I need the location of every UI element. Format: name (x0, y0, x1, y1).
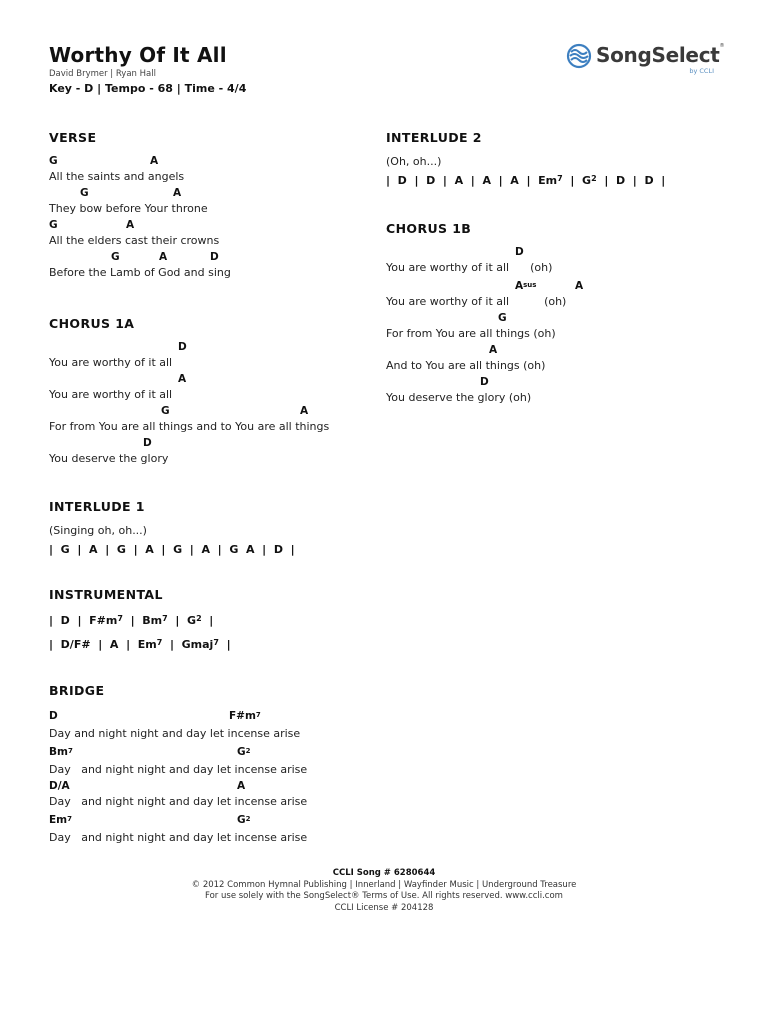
footer (0, 868, 768, 914)
terms-line: For use solely with the SongSelect® Terms of Use. All rights reserved. www.ccli.com (205, 891, 563, 901)
chord: $G^2$ (237, 746, 251, 758)
song-title: Worthy Of It All (49, 43, 227, 67)
chord-line (49, 154, 369, 169)
chord: A (150, 155, 159, 167)
chord: A (178, 373, 187, 385)
lyric-line: And to You are all things (oh) (386, 359, 546, 372)
bar-segment: | D | D | A | A | A | Em (386, 174, 558, 187)
lyric-line: All the saints and angels (49, 170, 185, 183)
chord-line (49, 186, 369, 201)
chord-superscript: 7 (156, 638, 163, 647)
chord-superscript: 7 (557, 174, 563, 183)
chord: G (161, 405, 170, 417)
chord-superscript: 2 (196, 614, 202, 623)
chord-superscript: 2 (245, 815, 251, 823)
chord: $F\#m^7$ (229, 710, 261, 722)
section-interlude-1 (49, 499, 369, 562)
bar-segment: | (218, 638, 231, 651)
chord-bars: | G | A | G | A | G | A | G A | D | (49, 543, 295, 556)
chord: A (159, 251, 168, 263)
chord: G (80, 187, 89, 199)
chord: A (489, 344, 498, 356)
left-column (49, 130, 369, 877)
chord-superscript: 2 (245, 747, 251, 755)
chord-bars (49, 635, 369, 657)
chord-line (49, 745, 369, 762)
song-meta: Key - D | Tempo - 68 | Time - 4/4 (49, 82, 247, 95)
bar-segment: | D | D | (596, 174, 666, 187)
chord: D (480, 376, 489, 388)
section-chorus-1b (386, 221, 716, 407)
lyric-line: Day and night night and day let incense arise (49, 831, 308, 844)
lyric-line: They bow before Your throne (49, 202, 208, 215)
lyric-line: All the elders cast their crowns (49, 234, 220, 247)
songselect-logo (566, 41, 726, 77)
chord-superscript: 7 (213, 638, 219, 647)
chord: G (49, 219, 58, 231)
chord: $G^2$ (237, 814, 251, 826)
license-line: CCLI License # 204128 (334, 902, 434, 913)
chord: D (210, 251, 219, 263)
chord-superscript: sus (523, 281, 537, 289)
chord: D (49, 710, 58, 722)
lyric-line: You are worthy of it all (49, 356, 173, 369)
section-heading: INTERLUDE 2 (386, 130, 482, 145)
chord-line (386, 279, 716, 294)
section-instrumental (49, 587, 369, 657)
chord-superscript: 7 (255, 711, 261, 719)
chord: D (178, 341, 187, 353)
chord: A (300, 405, 309, 417)
right-column (386, 130, 716, 437)
ccli-song-number: CCLI Song # 6280644 (332, 868, 436, 878)
lyric-line: You are worthy of it all (oh) (386, 261, 553, 274)
chord-line (49, 779, 369, 794)
section-heading: CHORUS 1A (49, 316, 135, 331)
song-authors: David Brymer | Ryan Hall (49, 69, 156, 79)
chord-superscript: 7 (162, 614, 168, 623)
bar-segment: | Bm (122, 614, 163, 627)
bar-segment: | Gmaj (162, 638, 214, 651)
bar-segment: | D | F#m (49, 614, 118, 627)
bar-segment: | D/F# | A | Em (49, 638, 157, 651)
chord-line (49, 372, 369, 387)
chord-line (49, 436, 369, 451)
logo-sub: by CCLI (689, 67, 714, 75)
chord-line (386, 375, 716, 390)
section-heading: INTERLUDE 1 (49, 499, 145, 514)
chord: A (173, 187, 182, 199)
chord: G (498, 312, 507, 324)
chord: A (575, 280, 584, 292)
lyric-line: You deserve the glory (49, 452, 169, 465)
trademark-glyph: ® (719, 43, 725, 49)
section-heading: INSTRUMENTAL (49, 587, 163, 602)
chord-line (49, 404, 369, 419)
lyric-line: You deserve the glory (oh) (386, 391, 532, 404)
chord: Em$^7$ (49, 814, 72, 826)
chord-line (386, 311, 716, 326)
chord-line (49, 250, 369, 265)
logo-name: SongSelect (596, 43, 720, 67)
chord-line (386, 245, 716, 260)
section-bridge (49, 683, 369, 847)
chord-superscript: 7 (117, 614, 123, 623)
chord-superscript: 7 (67, 747, 73, 755)
bar-segment: | (201, 614, 214, 627)
copyright-line: © 2012 Common Hymnal Publishing | Innerland | Wayfinder Music | Underground Treasure (191, 879, 577, 890)
chord-line (386, 343, 716, 358)
chord-line (49, 218, 369, 233)
section-heading: CHORUS 1B (386, 221, 472, 236)
chord-line (49, 709, 369, 726)
lyric-line: For from You are all things and to You are all things (49, 420, 330, 433)
lyric-line: You are worthy of it all (49, 388, 173, 401)
chord: G (49, 155, 58, 167)
section-heading: VERSE (49, 130, 97, 145)
chord-line (49, 340, 369, 355)
section-heading: BRIDGE (49, 683, 105, 698)
lyric-line: Before the Lamb of God and sing (49, 266, 231, 279)
lyric-line: Day and night night and day let incense arise (49, 795, 308, 808)
section-interlude-2 (386, 130, 716, 193)
lyric-line: Day and night night and day let incense arise (49, 727, 301, 740)
chord-superscript: 2 (591, 174, 597, 183)
chord-bars (49, 611, 369, 635)
section-note: (Singing oh, oh...) (49, 524, 147, 537)
bar-segment: | G (562, 174, 592, 187)
songselect-wave-icon (566, 41, 592, 71)
chord: D/A (49, 780, 70, 792)
bar-segment: | G (167, 614, 197, 627)
chord-superscript: 7 (67, 815, 72, 823)
section-note: (Oh, oh...) (386, 155, 442, 168)
chord: A (237, 780, 246, 792)
chord: Bm$^7$ (49, 746, 73, 758)
chord: G (111, 251, 120, 263)
lyric-line: For from You are all things (oh) (386, 327, 556, 340)
lyric-line: Day and night night and day let incense arise (49, 763, 308, 776)
chord-line (49, 813, 369, 830)
section-verse (49, 130, 369, 282)
chord: $A^{sus}$ (515, 280, 537, 292)
lyric-line: You are worthy of it all (oh) (386, 295, 567, 308)
chord: D (515, 246, 524, 258)
chord-bars (386, 171, 716, 193)
section-chorus-1a (49, 316, 369, 468)
chord: A (126, 219, 135, 231)
chord: D (143, 437, 152, 449)
